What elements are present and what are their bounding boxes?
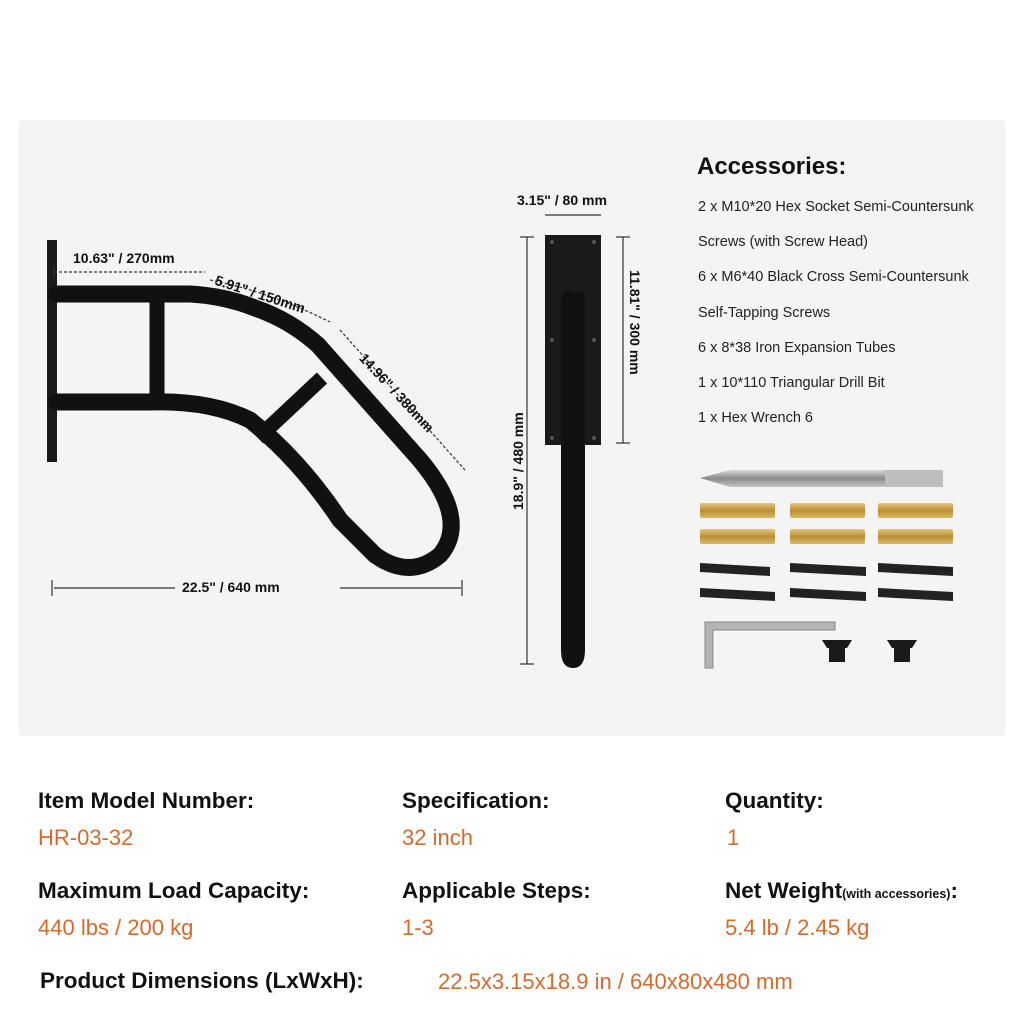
max-load-value: 440 lbs / 200 kg: [38, 915, 194, 940]
net-weight-label: [725, 878, 958, 904]
accessory-item: Screws (with Screw Head): [698, 234, 869, 251]
applicable-steps-label: Applicable Steps:: [402, 878, 591, 903]
model-number-value: HR-03-32: [38, 825, 134, 850]
accessories-title: Accessories:: [697, 153, 847, 180]
net-weight-value: 5.4 lb / 2.45 kg: [725, 915, 870, 940]
net-weight-colon: :: [950, 878, 958, 903]
dim-total-length: 22.5" / 640 mm: [182, 579, 280, 595]
accessory-item: 1 x 10*110 Triangular Drill Bit: [698, 375, 885, 392]
dim-bend-length: 5.91" / 150mm: [213, 272, 308, 317]
quantity-label: Quantity:: [725, 788, 824, 813]
max-load-label: Maximum Load Capacity:: [38, 878, 310, 903]
wall-plate: [47, 240, 57, 462]
front-rail-tube: [561, 291, 585, 668]
drill-bit-icon: [700, 470, 943, 487]
accessory-item: 6 x M6*40 Black Cross Semi-Countersunk: [698, 269, 969, 286]
dim-slope-length: 14.96" / 380mm: [356, 350, 438, 436]
product-dimensions-label: Product Dimensions (LxWxH):: [40, 968, 364, 993]
applicable-steps-value: 1-3: [402, 915, 434, 940]
dim-plate-height: 11.81" / 300 mm: [627, 270, 643, 375]
accessory-item: 6 x 8*38 Iron Expansion Tubes: [698, 339, 896, 356]
accessory-item: 2 x M10*20 Hex Socket Semi-Countersunk: [698, 199, 974, 215]
rail-tube: [57, 294, 451, 568]
diagonal-brace: [258, 378, 322, 438]
dim-total-height: 18.9" / 480 mm: [510, 412, 526, 510]
dim-plate-width: 3.15" / 80 mm: [517, 192, 607, 208]
product-dimensions-value: 22.5x3.15x18.9 in / 640x80x480 mm: [438, 969, 793, 994]
accessory-item: 1 x Hex Wrench 6: [698, 410, 813, 427]
hex-socket-screw-icon: [822, 640, 917, 662]
dim-top-length: 10.63" / 270mm: [73, 250, 175, 266]
self-tapping-screw-icon: [700, 563, 953, 601]
net-weight-note: (with accessories): [842, 887, 951, 901]
expansion-tube-icon: [700, 503, 953, 544]
hex-wrench-icon: [705, 622, 835, 668]
net-weight-title: Net Weight: [725, 878, 843, 903]
accessories-list: [698, 190, 974, 436]
handrail-front-view: [545, 235, 601, 668]
specification-value: 32 inch: [402, 825, 473, 850]
specification-label: Specification:: [402, 788, 550, 813]
model-number-label: Item Model Number:: [38, 788, 255, 813]
quantity-value: 1: [727, 825, 740, 850]
accessory-item: Self-Tapping Screws: [698, 304, 831, 321]
